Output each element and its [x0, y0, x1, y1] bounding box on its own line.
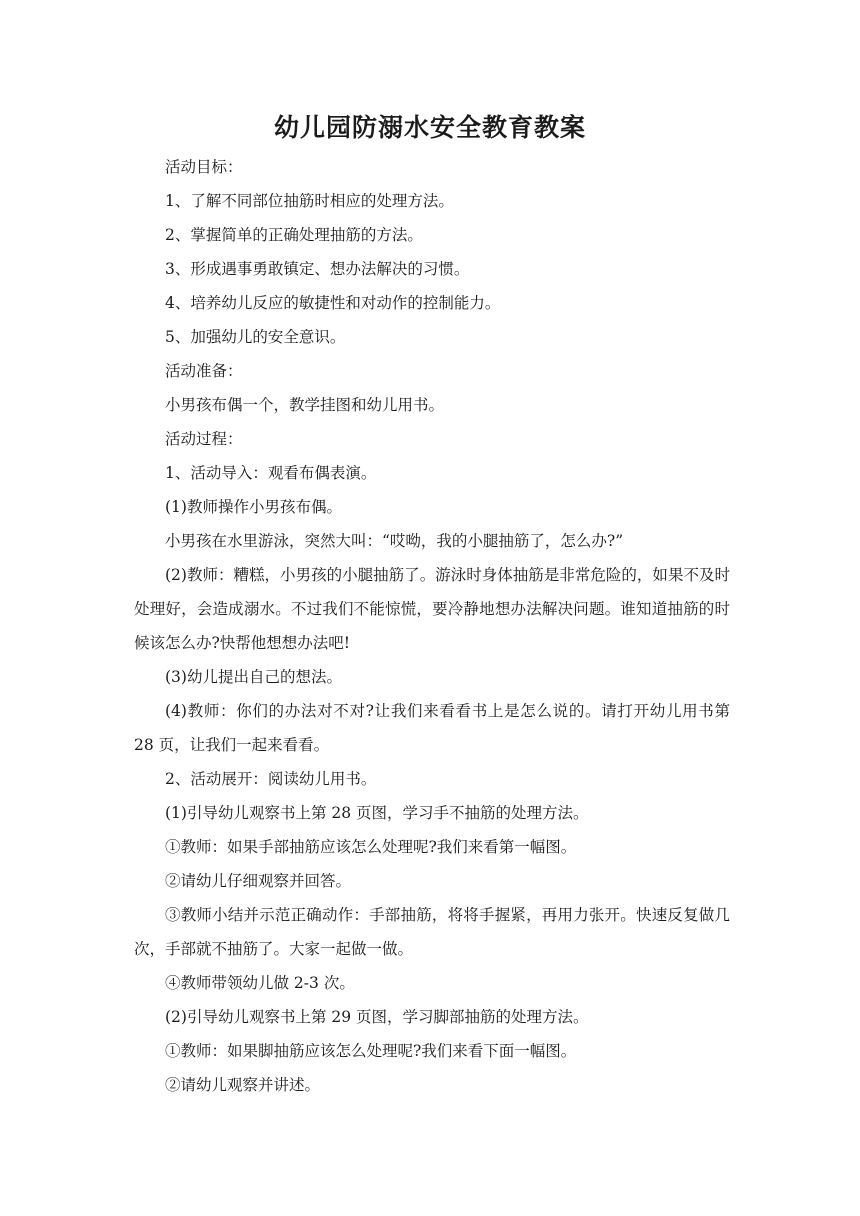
paragraph-step-2-2: (2)引导幼儿观察书上第 29 页图，学习脚部抽筋的处理方法。: [165, 1008, 589, 1026]
paragraph-preparation-heading: 活动准备：: [165, 362, 243, 380]
paragraph-step-1-4: (4)教师：你们的办法对不对?让我们来看看书上是怎么说的。请打开幼儿用书第 28 页，让我们一起来看看。: [134, 702, 730, 754]
paragraph-step-1-3: (3)幼儿提出自己的想法。: [165, 668, 342, 686]
paragraph-step-2-1: (1)引导幼儿观察书上第 28 页图，学习手不抽筋的处理方法。: [165, 804, 589, 822]
paragraph-step-2: 2、活动展开：阅读幼儿用书。: [165, 770, 377, 788]
document-title: 幼儿园防溺水安全教育教案: [273, 113, 586, 142]
document-body: [134, 150, 730, 1102]
paragraph-step-1: 1、活动导入：观看布偶表演。: [165, 464, 377, 482]
paragraph-goal-3: 3、形成遇事勇敢镇定、想办法解决的习惯。: [165, 260, 470, 278]
paragraph-goals-heading: 活动目标：: [165, 158, 243, 176]
paragraph-step-2-2-a: ①教师：如果脚抽筋应该怎么处理呢?我们来看下面一幅图。: [165, 1042, 577, 1060]
paragraph-step-2-1-c: ③教师小结并示范正确动作：手部抽筋，将将手握紧，再用力张开。快速反复做几次，手部就不抽筋了。大家一起做一做。: [134, 906, 730, 958]
paragraph-goal-2: 2、掌握简单的正确处理抽筋的方法。: [165, 226, 423, 244]
paragraph-step-1-1: (1)教师操作小男孩布偶。: [165, 498, 342, 516]
paragraph-dialogue: 小男孩在水里游泳，突然大叫：“哎呦，我的小腿抽筋了，怎么办?”: [165, 532, 624, 550]
paragraph-step-2-1-d: ④教师带领幼儿做 2-3 次。: [165, 974, 355, 992]
paragraph-goal-4: 4、培养幼儿反应的敏捷性和对动作的控制能力。: [165, 294, 501, 312]
paragraph-goal-1: 1、了解不同部位抽筋时相应的处理方法。: [165, 192, 454, 210]
paragraph-step-2-1-b: ②请幼儿仔细观察并回答。: [165, 872, 352, 890]
paragraph-process-heading: 活动过程：: [165, 430, 243, 448]
paragraph-step-2-1-a: ①教师：如果手部抽筋应该怎么处理呢?我们来看第一幅图。: [165, 838, 577, 856]
paragraph-preparation: 小男孩布偶一个，教学挂图和幼儿用书。: [165, 396, 445, 414]
paragraph-step-1-2: (2)教师：糟糕，小男孩的小腿抽筋了。游泳时身体抽筋是非常危险的，如果不及时处理好，会造成溺水。不过我们不能惊慌，要冷静地想办法解决问题。谁知道抽筋的时候该怎么办?快帮他想想办法吧!: [134, 566, 730, 652]
paragraph-step-2-2-b: ②请幼儿观察并讲述。: [165, 1076, 321, 1094]
paragraph-goal-5: 5、加强幼儿的安全意识。: [165, 328, 346, 346]
